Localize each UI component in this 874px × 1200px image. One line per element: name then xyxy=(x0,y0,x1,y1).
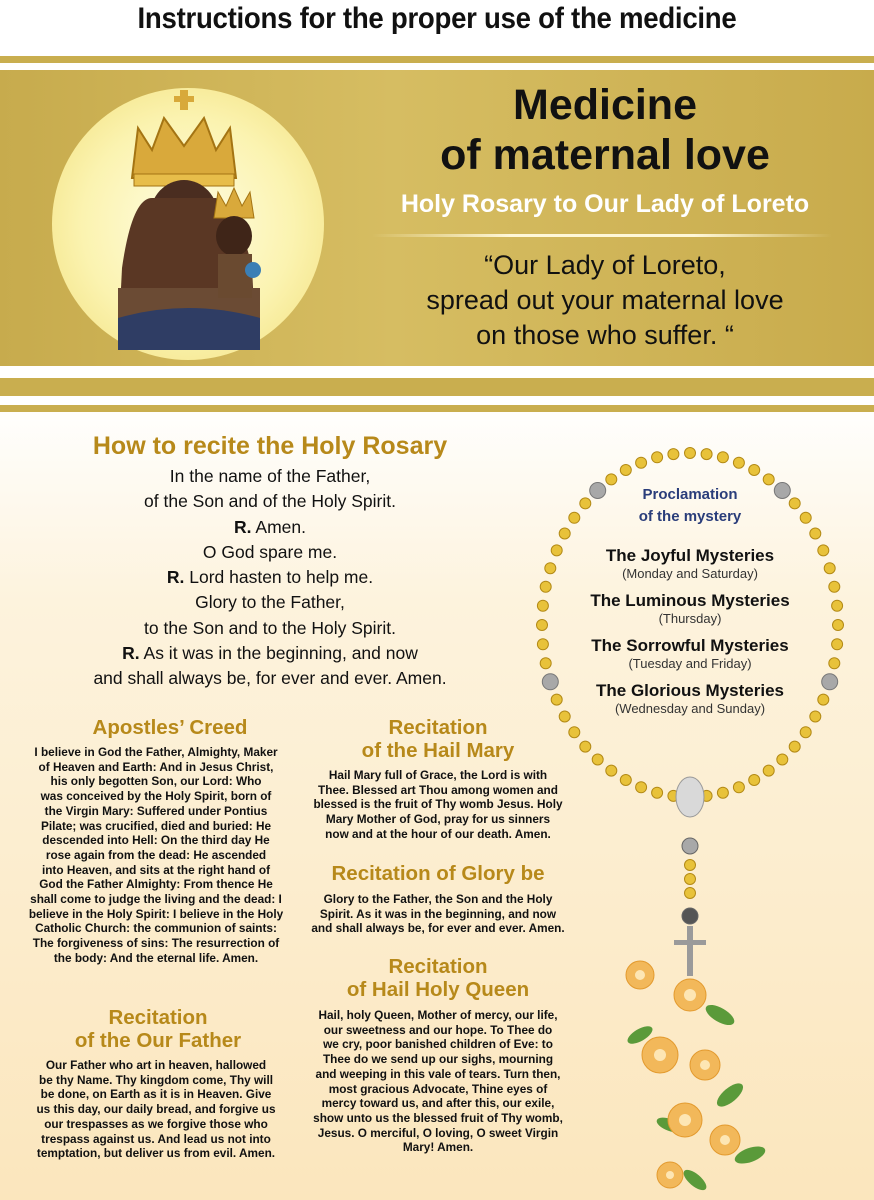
mystery-glorious: The Glorious Mysteries xyxy=(596,681,784,700)
flowers-decoration xyxy=(600,955,780,1200)
text-line: Jesus. O merciful, O loving, O sweet Virgin xyxy=(317,1125,559,1140)
text-line: Catholic Church: the communion of saints: xyxy=(35,921,277,936)
banner-bottom-divider xyxy=(0,405,874,412)
glory-be-title: Recitation of Glory be xyxy=(331,862,545,885)
quote-line: on those who suffer. “ xyxy=(476,320,734,350)
rosary-bead xyxy=(789,741,800,752)
text-line: our sweetness and our hope. To Thee do xyxy=(323,1022,553,1037)
banner-quote xyxy=(360,248,850,353)
rosary-bead xyxy=(800,727,811,738)
text-line: God the Father Almighty: From thence He xyxy=(39,877,273,892)
rosary-bead xyxy=(832,639,843,650)
our-lady-of-loreto-image xyxy=(52,88,324,360)
recite-title: How to recite the Holy Rosary xyxy=(92,432,448,460)
text-line: Thee do we send up our sighs, mourning xyxy=(322,1052,554,1067)
rosary-bead xyxy=(829,658,840,669)
rosary-bead xyxy=(652,787,663,798)
text-line: his only begotten Son, our Lord: Who xyxy=(50,774,262,789)
quote-line: “Our Lady of Loreto, xyxy=(484,250,726,280)
text-line: we cry, poor banished children of Eve: to xyxy=(323,1037,553,1052)
text-line: Pilate; was crucified, died and buried: He xyxy=(40,818,272,833)
rosary-bead xyxy=(800,512,811,523)
creed-title: Apostles’ Creed xyxy=(92,716,248,739)
rosary-bead xyxy=(540,658,551,669)
text-line: Mary Mother of God, pray for us sinners xyxy=(325,812,551,827)
our-father-title xyxy=(0,1006,316,1052)
rosary-medal xyxy=(676,777,704,817)
rosary-tail-bead xyxy=(682,908,698,924)
text-line: most gracious Advocate, Thine eyes of xyxy=(328,1081,548,1096)
our-father-text xyxy=(0,1058,312,1161)
title-line: Recitation xyxy=(108,1006,208,1029)
title-line: of Hail Holy Queen xyxy=(346,978,530,1001)
recite-line: R. Lord hasten to help me. xyxy=(166,567,374,588)
heading-line: Proclamation xyxy=(642,486,738,503)
rosary-bead xyxy=(717,452,728,463)
text-line: Glory to the Father, the Son and the Holy xyxy=(323,892,553,906)
text-line: shall come to judge the living and the dead: I xyxy=(30,892,282,907)
rosary-bead xyxy=(685,448,696,459)
rosary-tail-bead xyxy=(685,874,696,885)
text-line: the Virgin Mary: Suffered under Pontius xyxy=(44,803,268,818)
recite-body xyxy=(40,464,500,692)
recite-line: In the name of the Father, xyxy=(169,466,371,486)
text-line: our trespasses as we forgive those who xyxy=(44,1116,268,1131)
text-line: rose again from the dead: He ascended xyxy=(45,847,267,862)
rosary-tail-bead xyxy=(685,888,696,899)
text-line: mercy toward us, and after this, our exile, xyxy=(321,1096,555,1111)
page-header-title: Instructions for the proper use of the medicine xyxy=(137,2,737,35)
banner-title-line2: of maternal love xyxy=(440,131,770,179)
mystery-sorrowful: The Sorrowful Mysteries xyxy=(591,636,789,655)
rosary-bead xyxy=(668,449,679,460)
text-line: descended into Hell: On the third day He xyxy=(42,833,270,848)
mystery-luminous: The Luminous Mysteries xyxy=(590,591,790,610)
rosary-bead xyxy=(537,620,548,631)
text-line: and weeping in this vale of tears. Turn then, xyxy=(315,1066,561,1081)
rosary-bead xyxy=(580,741,591,752)
rosary-bead xyxy=(749,465,760,476)
rosary-bead xyxy=(652,452,663,463)
text-line: us this day, our daily bread, and forgive us xyxy=(36,1102,276,1117)
rosary-bead xyxy=(733,782,744,793)
recite-line: and shall always be, for ever and ever. Amen. xyxy=(93,668,447,689)
rosary-bead xyxy=(620,775,631,786)
recite-line: Glory to the Father, xyxy=(195,592,345,613)
text-line: blessed is the fruit of Thy womb Jesus. Holy xyxy=(313,797,563,812)
rosary-bead xyxy=(592,754,603,765)
text-line: now and at the hour of our death. Amen. xyxy=(325,826,551,841)
mystery-heading xyxy=(590,484,790,528)
rosary-bead xyxy=(620,465,631,476)
recite-line: R. Amen. xyxy=(234,516,306,537)
rosary-bead xyxy=(701,449,712,460)
text-line: was conceived by the Holy Spirit, born of xyxy=(40,789,272,804)
rosary-tail-bead xyxy=(685,860,696,871)
rosary-bead xyxy=(559,528,570,539)
title-line: of the Hail Mary xyxy=(361,739,515,762)
rosary-bead xyxy=(824,563,835,574)
rosary-bead xyxy=(749,775,760,786)
title-line: of the Our Father xyxy=(74,1029,242,1052)
text-line: I believe in God the Father, Almighty, Maker xyxy=(34,745,278,759)
mystery-days: (Monday and Saturday) xyxy=(622,566,758,581)
text-line: believe in the Holy Spirit: I believe in the Holy xyxy=(28,906,284,921)
recite-line: of the Son and of the Holy Spirit. xyxy=(144,491,396,512)
rosary-bead xyxy=(777,754,788,765)
rosary-bead xyxy=(833,620,844,631)
mystery-days: (Wednesday and Sunday) xyxy=(614,701,766,716)
mystery-list xyxy=(560,546,820,716)
text-line: Thee. Blessed art Thou among women and xyxy=(318,782,558,797)
text-line: be done, on Earth as it is in Heaven. Give xyxy=(40,1087,272,1102)
banner-bottom-band xyxy=(0,378,874,396)
rosary-bead xyxy=(789,498,800,509)
text-line: trespass against us. And lead us not into xyxy=(41,1131,271,1146)
title-line: Recitation xyxy=(388,716,488,739)
recite-line: O God spare me. xyxy=(202,541,338,562)
text-line: temptation, but deliver us from evil. Amen. xyxy=(36,1146,276,1161)
text-line: Hail Mary full of Grace, the Lord is with xyxy=(328,768,548,782)
rosary-bead xyxy=(636,457,647,468)
banner-title-line1: Medicine xyxy=(513,81,697,129)
rosary-bead xyxy=(569,512,580,523)
text-line: Our Father who art in heaven, hallowed xyxy=(45,1058,267,1072)
text-line: of Heaven and Earth: And in Jesus Christ, xyxy=(38,759,274,774)
text-line: show unto us the blessed fruit of Thy womb, xyxy=(313,1110,563,1125)
recite-line: to the Son and to the Holy Spirit. xyxy=(144,617,396,638)
heading-line: of the mystery xyxy=(638,508,742,525)
rosary-bead-large xyxy=(542,674,558,690)
text-line: into Heaven, and sits at the right hand of xyxy=(41,862,271,877)
quote-line: spread out your maternal love xyxy=(426,285,784,315)
rosary-bead xyxy=(537,639,548,650)
text-line: Mary! Amen. xyxy=(402,1140,474,1155)
recite-line: R. As it was in the beginning, and now xyxy=(122,643,418,664)
mystery-days: (Thursday) xyxy=(658,611,722,626)
rosary-bead xyxy=(606,765,617,776)
banner-rule xyxy=(372,234,832,237)
rosary-bead xyxy=(733,457,744,468)
top-divider xyxy=(0,56,874,63)
rosary-bead xyxy=(537,600,548,611)
text-line: be thy Name. Thy kingdom come, Thy will xyxy=(38,1072,273,1087)
rosary-bead xyxy=(545,563,556,574)
rosary-bead xyxy=(763,765,774,776)
text-line: and shall always be, for ever and ever. Amen. xyxy=(311,921,565,936)
rosary-bead xyxy=(636,782,647,793)
mystery-joyful: The Joyful Mysteries xyxy=(605,546,775,565)
banner-subtitle: Holy Rosary to Our Lady of Loreto xyxy=(400,190,810,218)
text-line: Hail, holy Queen, Mother of mercy, our life, xyxy=(318,1008,558,1022)
rosary-bead xyxy=(717,787,728,798)
text-line: Spirit. As it was in the beginning, and now xyxy=(319,906,557,921)
rosary-bead xyxy=(829,581,840,592)
text-line: The forgiveness of sins: The resurrection of xyxy=(32,936,280,951)
creed-text xyxy=(0,745,312,966)
holy-queen-text xyxy=(296,1008,580,1155)
rosary-bead xyxy=(569,727,580,738)
cross-icon xyxy=(674,940,706,945)
text-line: the body: And the eternal life. Amen. xyxy=(53,950,259,965)
rosary-bead xyxy=(810,528,821,539)
rosary-bead xyxy=(540,581,551,592)
rosary-tail-bead xyxy=(682,838,698,854)
title-line: Recitation xyxy=(388,955,488,978)
mystery-days: (Tuesday and Friday) xyxy=(628,656,752,671)
rosary-bead xyxy=(832,600,843,611)
rosary-bead-large xyxy=(822,674,838,690)
